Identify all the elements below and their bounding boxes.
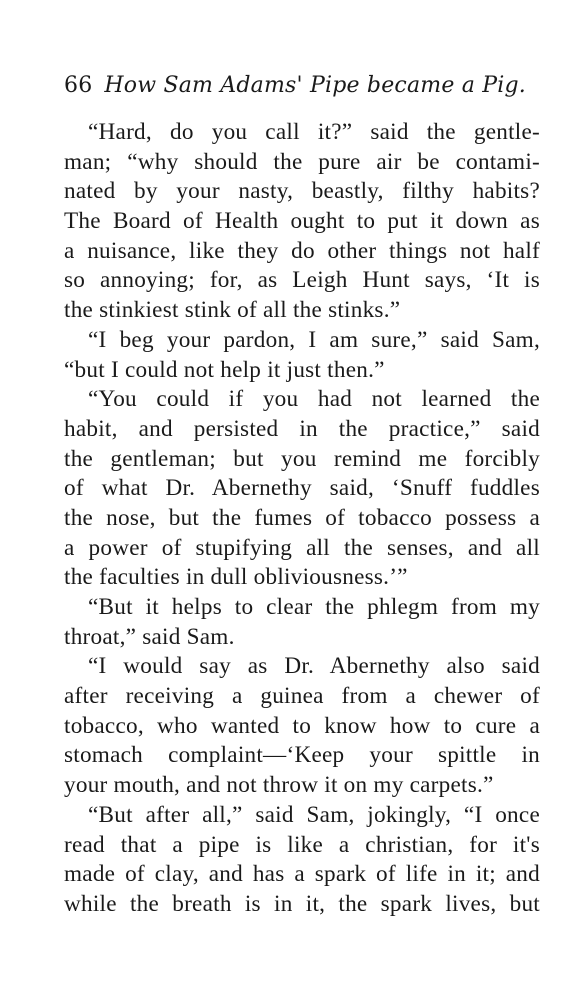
text-line: the gentleman; but you remind me forcibly <box>64 445 540 472</box>
text-line: the nose, but the fumes of tobacco possess a <box>64 504 540 531</box>
chapter-title: How Sam Adams' Pipe became a Pig. <box>104 73 526 98</box>
text-line: stomach complaint—‘Keep your spittle in <box>64 742 540 769</box>
text-line: throat,” said Sam. <box>64 623 235 650</box>
text-line: a nuisance, like they do other things not half <box>64 237 540 264</box>
running-head <box>64 72 544 100</box>
text-line: the stinkiest stink of all the stinks.” <box>64 297 401 324</box>
text-line: habit, and persisted in the practice,” said <box>64 415 540 442</box>
text-line: “I beg your pardon, I am sure,” said Sam, <box>88 326 540 353</box>
text-line: “But it helps to clear the phlegm from my <box>88 594 540 620</box>
text-line: the faculties in dull obliviousness.’” <box>64 564 408 591</box>
text-line: your mouth, and not throw it on my carpets.” <box>64 772 494 799</box>
text-line: “I would say as Dr. Abernethy also said <box>88 653 540 680</box>
text-line: “You could if you had not learned the <box>88 386 540 413</box>
text-line: a power of stupifying all the senses, and all <box>64 534 540 561</box>
text-line: man; “why should the pure air be contami- <box>64 148 540 175</box>
text-line: after receiving a guinea from a chewer of <box>64 683 540 710</box>
text-line: of what Dr. Abernethy said, ‘Snuff fuddles <box>64 475 540 502</box>
text-line: nated by your nasty, beastly, filthy habits? <box>64 178 540 205</box>
text-line: so annoying; for, as Leigh Hunt says, ‘It is <box>64 267 540 294</box>
text-line: The Board of Health ought to put it down as <box>64 208 540 235</box>
text-line: read that a pipe is like a christian, for it's <box>64 831 540 858</box>
text-line: “But after all,” said Sam, jokingly, “I once <box>88 801 540 828</box>
text-line: made of clay, and has a spark of life in it; and <box>64 861 540 888</box>
text-line: “but I could not help it just then.” <box>64 356 385 383</box>
page-number: 66 <box>64 73 93 98</box>
text-line: tobacco, who wanted to know how to cure a <box>64 712 540 739</box>
text-line: while the breath is in it, the spark lives, but <box>64 890 540 917</box>
text-line: “Hard, do you call it?” said the gentle- <box>88 119 540 145</box>
body-text <box>64 118 540 920</box>
